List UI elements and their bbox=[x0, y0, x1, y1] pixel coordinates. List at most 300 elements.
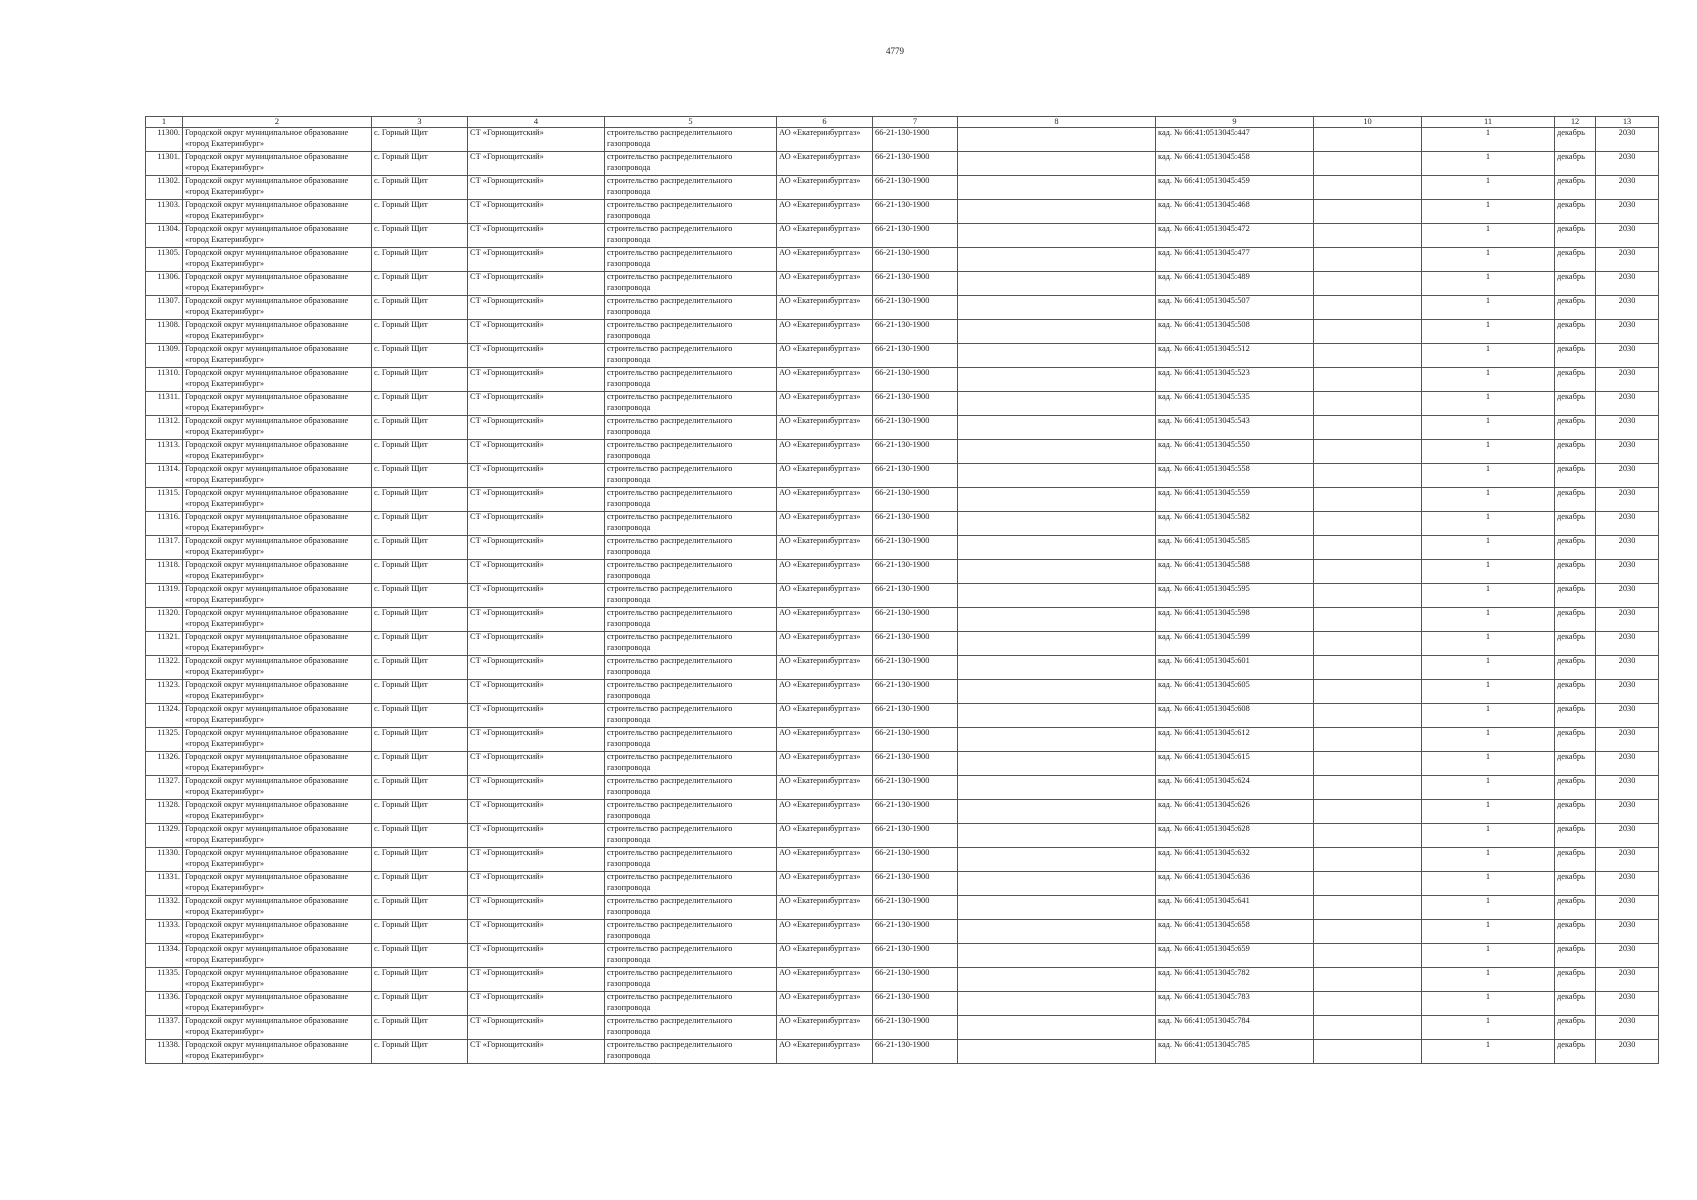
year-cell: 2030 bbox=[1596, 920, 1659, 944]
column-10-cell bbox=[1314, 200, 1422, 224]
year-cell: 2030 bbox=[1596, 272, 1659, 296]
column-10-cell bbox=[1314, 1040, 1422, 1064]
year-cell: 2030 bbox=[1596, 752, 1659, 776]
work-description-cell: строительство распределительного газопровода bbox=[605, 152, 777, 176]
column-8-cell bbox=[958, 968, 1156, 992]
work-description-cell: строительство распределительного газопровода bbox=[605, 896, 777, 920]
cadastral-number-cell: кад. № 66:41:0513045:615 bbox=[1156, 752, 1314, 776]
organization-cell: АО «Екатеринбурггаз» bbox=[777, 752, 873, 776]
cadastral-number-cell: кад. № 66:41:0513045:783 bbox=[1156, 992, 1314, 1016]
column-header: 13 bbox=[1596, 117, 1659, 128]
municipality-cell: Городской округ муниципальное образование «город Екатеринбург» bbox=[183, 728, 372, 752]
quantity-cell: 1 bbox=[1422, 632, 1555, 656]
month-cell: декабрь bbox=[1555, 1016, 1596, 1040]
month-cell: декабрь bbox=[1555, 536, 1596, 560]
row-number-cell: 11315. bbox=[146, 488, 183, 512]
month-cell: декабрь bbox=[1555, 944, 1596, 968]
municipality-cell: Городской округ муниципальное образование «город Екатеринбург» bbox=[183, 416, 372, 440]
cadastral-number-cell: кад. № 66:41:0513045:459 bbox=[1156, 176, 1314, 200]
column-10-cell bbox=[1314, 392, 1422, 416]
territory-cell: СТ «Горнощитский» bbox=[468, 584, 605, 608]
organization-cell: АО «Екатеринбурггаз» bbox=[777, 776, 873, 800]
municipality-cell: Городской округ муниципальное образование «город Екатеринбург» bbox=[183, 536, 372, 560]
month-cell: декабрь bbox=[1555, 128, 1596, 152]
year-cell: 2030 bbox=[1596, 560, 1659, 584]
work-description-cell: строительство распределительного газопровода bbox=[605, 416, 777, 440]
locality-cell: с. Горный Щит bbox=[372, 536, 468, 560]
code-cell: 66-21-130-1900 bbox=[873, 944, 958, 968]
locality-cell: с. Горный Щит bbox=[372, 560, 468, 584]
year-cell: 2030 bbox=[1596, 344, 1659, 368]
work-description-cell: строительство распределительного газопровода bbox=[605, 872, 777, 896]
work-description-cell: строительство распределительного газопровода bbox=[605, 560, 777, 584]
column-10-cell bbox=[1314, 344, 1422, 368]
row-number-cell: 11334. bbox=[146, 944, 183, 968]
year-cell: 2030 bbox=[1596, 1016, 1659, 1040]
table-row bbox=[146, 416, 1659, 440]
territory-cell: СТ «Горнощитский» bbox=[468, 680, 605, 704]
month-cell: декабрь bbox=[1555, 440, 1596, 464]
page-number: 4779 bbox=[886, 46, 904, 56]
column-8-cell bbox=[958, 704, 1156, 728]
row-number-cell: 11324. bbox=[146, 704, 183, 728]
cadastral-number-cell: кад. № 66:41:0513045:543 bbox=[1156, 416, 1314, 440]
year-cell: 2030 bbox=[1596, 944, 1659, 968]
quantity-cell: 1 bbox=[1422, 128, 1555, 152]
locality-cell: с. Горный Щит bbox=[372, 896, 468, 920]
work-description-cell: строительство распределительного газопровода bbox=[605, 344, 777, 368]
month-cell: декабрь bbox=[1555, 512, 1596, 536]
month-cell: декабрь bbox=[1555, 296, 1596, 320]
row-number-cell: 11308. bbox=[146, 320, 183, 344]
table-row bbox=[146, 272, 1659, 296]
work-description-cell: строительство распределительного газопровода bbox=[605, 728, 777, 752]
table-row bbox=[146, 872, 1659, 896]
column-8-cell bbox=[958, 632, 1156, 656]
column-10-cell bbox=[1314, 560, 1422, 584]
locality-cell: с. Горный Щит bbox=[372, 248, 468, 272]
territory-cell: СТ «Горнощитский» bbox=[468, 1040, 605, 1064]
column-header: 9 bbox=[1156, 117, 1314, 128]
organization-cell: АО «Екатеринбурггаз» bbox=[777, 704, 873, 728]
month-cell: декабрь bbox=[1555, 608, 1596, 632]
table-row bbox=[146, 656, 1659, 680]
year-cell: 2030 bbox=[1596, 584, 1659, 608]
municipality-cell: Городской округ муниципальное образование «город Екатеринбург» bbox=[183, 680, 372, 704]
municipality-cell: Городской округ муниципальное образование «город Екатеринбург» bbox=[183, 752, 372, 776]
row-number-cell: 11306. bbox=[146, 272, 183, 296]
work-description-cell: строительство распределительного газопровода bbox=[605, 464, 777, 488]
month-cell: декабрь bbox=[1555, 176, 1596, 200]
year-cell: 2030 bbox=[1596, 824, 1659, 848]
column-10-cell bbox=[1314, 608, 1422, 632]
column-8-cell bbox=[958, 512, 1156, 536]
column-8-cell bbox=[958, 392, 1156, 416]
row-number-cell: 11317. bbox=[146, 536, 183, 560]
municipality-cell: Городской округ муниципальное образование «город Екатеринбург» bbox=[183, 896, 372, 920]
work-description-cell: строительство распределительного газопровода bbox=[605, 920, 777, 944]
locality-cell: с. Горный Щит bbox=[372, 728, 468, 752]
code-cell: 66-21-130-1900 bbox=[873, 128, 958, 152]
organization-cell: АО «Екатеринбурггаз» bbox=[777, 320, 873, 344]
column-8-cell bbox=[958, 224, 1156, 248]
territory-cell: СТ «Горнощитский» bbox=[468, 608, 605, 632]
month-cell: декабрь bbox=[1555, 680, 1596, 704]
month-cell: декабрь bbox=[1555, 344, 1596, 368]
month-cell: декабрь bbox=[1555, 752, 1596, 776]
column-8-cell bbox=[958, 152, 1156, 176]
quantity-cell: 1 bbox=[1422, 608, 1555, 632]
municipality-cell: Городской округ муниципальное образование «город Екатеринбург» bbox=[183, 992, 372, 1016]
column-8-cell bbox=[958, 248, 1156, 272]
year-cell: 2030 bbox=[1596, 416, 1659, 440]
cadastral-number-cell: кад. № 66:41:0513045:785 bbox=[1156, 1040, 1314, 1064]
code-cell: 66-21-130-1900 bbox=[873, 512, 958, 536]
table-row bbox=[146, 440, 1659, 464]
municipality-cell: Городской округ муниципальное образование «город Екатеринбург» bbox=[183, 248, 372, 272]
column-10-cell bbox=[1314, 416, 1422, 440]
code-cell: 66-21-130-1900 bbox=[873, 248, 958, 272]
table-row bbox=[146, 608, 1659, 632]
month-cell: декабрь bbox=[1555, 560, 1596, 584]
locality-cell: с. Горный Щит bbox=[372, 416, 468, 440]
row-number-cell: 11338. bbox=[146, 1040, 183, 1064]
column-8-cell bbox=[958, 896, 1156, 920]
locality-cell: с. Горный Щит bbox=[372, 704, 468, 728]
cadastral-number-cell: кад. № 66:41:0513045:784 bbox=[1156, 1016, 1314, 1040]
column-8-cell bbox=[958, 920, 1156, 944]
table-row bbox=[146, 464, 1659, 488]
locality-cell: с. Горный Щит bbox=[372, 488, 468, 512]
work-description-cell: строительство распределительного газопровода bbox=[605, 656, 777, 680]
code-cell: 66-21-130-1900 bbox=[873, 296, 958, 320]
municipality-cell: Городской округ муниципальное образование «город Екатеринбург» bbox=[183, 224, 372, 248]
work-description-cell: строительство распределительного газопровода bbox=[605, 272, 777, 296]
work-description-cell: строительство распределительного газопровода bbox=[605, 1016, 777, 1040]
quantity-cell: 1 bbox=[1422, 704, 1555, 728]
cadastral-number-cell: кад. № 66:41:0513045:626 bbox=[1156, 800, 1314, 824]
locality-cell: с. Горный Щит bbox=[372, 392, 468, 416]
table-row bbox=[146, 392, 1659, 416]
row-number-cell: 11329. bbox=[146, 824, 183, 848]
municipality-cell: Городской округ муниципальное образование «город Екатеринбург» bbox=[183, 872, 372, 896]
territory-cell: СТ «Горнощитский» bbox=[468, 944, 605, 968]
work-description-cell: строительство распределительного газопровода bbox=[605, 584, 777, 608]
municipality-cell: Городской округ муниципальное образование «город Екатеринбург» bbox=[183, 1040, 372, 1064]
column-10-cell bbox=[1314, 512, 1422, 536]
column-8-cell bbox=[958, 488, 1156, 512]
code-cell: 66-21-130-1900 bbox=[873, 224, 958, 248]
territory-cell: СТ «Горнощитский» bbox=[468, 464, 605, 488]
organization-cell: АО «Екатеринбурггаз» bbox=[777, 1016, 873, 1040]
locality-cell: с. Горный Щит bbox=[372, 344, 468, 368]
column-10-cell bbox=[1314, 584, 1422, 608]
organization-cell: АО «Екатеринбурггаз» bbox=[777, 632, 873, 656]
code-cell: 66-21-130-1900 bbox=[873, 968, 958, 992]
table-row bbox=[146, 152, 1659, 176]
column-10-cell bbox=[1314, 248, 1422, 272]
quantity-cell: 1 bbox=[1422, 368, 1555, 392]
column-10-cell bbox=[1314, 440, 1422, 464]
month-cell: декабрь bbox=[1555, 776, 1596, 800]
column-10-cell bbox=[1314, 296, 1422, 320]
month-cell: декабрь bbox=[1555, 272, 1596, 296]
column-10-cell bbox=[1314, 368, 1422, 392]
column-10-cell bbox=[1314, 752, 1422, 776]
municipality-cell: Городской округ муниципальное образование «город Екатеринбург» bbox=[183, 944, 372, 968]
locality-cell: с. Горный Щит bbox=[372, 752, 468, 776]
year-cell: 2030 bbox=[1596, 128, 1659, 152]
municipality-cell: Городской округ муниципальное образование «город Екатеринбург» bbox=[183, 656, 372, 680]
column-10-cell bbox=[1314, 824, 1422, 848]
municipality-cell: Городской округ муниципальное образование «город Екатеринбург» bbox=[183, 800, 372, 824]
year-cell: 2030 bbox=[1596, 680, 1659, 704]
table-row bbox=[146, 536, 1659, 560]
column-10-cell bbox=[1314, 872, 1422, 896]
year-cell: 2030 bbox=[1596, 896, 1659, 920]
quantity-cell: 1 bbox=[1422, 464, 1555, 488]
year-cell: 2030 bbox=[1596, 632, 1659, 656]
work-description-cell: строительство распределительного газопровода bbox=[605, 320, 777, 344]
work-description-cell: строительство распределительного газопровода bbox=[605, 176, 777, 200]
code-cell: 66-21-130-1900 bbox=[873, 368, 958, 392]
work-description-cell: строительство распределительного газопровода bbox=[605, 440, 777, 464]
municipality-cell: Городской округ муниципальное образование «город Екатеринбург» bbox=[183, 320, 372, 344]
quantity-cell: 1 bbox=[1422, 776, 1555, 800]
work-description-cell: строительство распределительного газопровода bbox=[605, 824, 777, 848]
column-10-cell bbox=[1314, 848, 1422, 872]
municipality-cell: Городской округ муниципальное образование «город Екатеринбург» bbox=[183, 848, 372, 872]
year-cell: 2030 bbox=[1596, 296, 1659, 320]
table-row bbox=[146, 320, 1659, 344]
quantity-cell: 1 bbox=[1422, 392, 1555, 416]
row-number-cell: 11309. bbox=[146, 344, 183, 368]
territory-cell: СТ «Горнощитский» bbox=[468, 488, 605, 512]
column-8-cell bbox=[958, 416, 1156, 440]
cadastral-number-cell: кад. № 66:41:0513045:599 bbox=[1156, 632, 1314, 656]
column-header: 11 bbox=[1422, 117, 1555, 128]
year-cell: 2030 bbox=[1596, 440, 1659, 464]
quantity-cell: 1 bbox=[1422, 416, 1555, 440]
year-cell: 2030 bbox=[1596, 248, 1659, 272]
locality-cell: с. Горный Щит bbox=[372, 584, 468, 608]
month-cell: декабрь bbox=[1555, 896, 1596, 920]
territory-cell: СТ «Горнощитский» bbox=[468, 296, 605, 320]
territory-cell: СТ «Горнощитский» bbox=[468, 656, 605, 680]
cadastral-number-cell: кад. № 66:41:0513045:458 bbox=[1156, 152, 1314, 176]
organization-cell: АО «Екатеринбурггаз» bbox=[777, 584, 873, 608]
municipality-cell: Городской округ муниципальное образование «город Екатеринбург» bbox=[183, 920, 372, 944]
row-number-cell: 11327. bbox=[146, 776, 183, 800]
month-cell: декабрь bbox=[1555, 152, 1596, 176]
row-number-cell: 11332. bbox=[146, 896, 183, 920]
quantity-cell: 1 bbox=[1422, 440, 1555, 464]
territory-cell: СТ «Горнощитский» bbox=[468, 248, 605, 272]
table-row bbox=[146, 848, 1659, 872]
quantity-cell: 1 bbox=[1422, 488, 1555, 512]
row-number-cell: 11304. bbox=[146, 224, 183, 248]
column-8-cell bbox=[958, 368, 1156, 392]
row-number-cell: 11322. bbox=[146, 656, 183, 680]
month-cell: декабрь bbox=[1555, 968, 1596, 992]
row-number-cell: 11337. bbox=[146, 1016, 183, 1040]
column-10-cell bbox=[1314, 992, 1422, 1016]
column-8-cell bbox=[958, 176, 1156, 200]
organization-cell: АО «Екатеринбурггаз» bbox=[777, 488, 873, 512]
code-cell: 66-21-130-1900 bbox=[873, 680, 958, 704]
column-8-cell bbox=[958, 440, 1156, 464]
table-row bbox=[146, 368, 1659, 392]
table-row bbox=[146, 752, 1659, 776]
work-description-cell: строительство распределительного газопровода bbox=[605, 704, 777, 728]
work-description-cell: строительство распределительного газопровода bbox=[605, 368, 777, 392]
year-cell: 2030 bbox=[1596, 176, 1659, 200]
cadastral-number-cell: кад. № 66:41:0513045:558 bbox=[1156, 464, 1314, 488]
municipality-cell: Городской округ муниципальное образование «город Екатеринбург» bbox=[183, 296, 372, 320]
organization-cell: АО «Екатеринбурггаз» bbox=[777, 368, 873, 392]
work-description-cell: строительство распределительного газопровода bbox=[605, 392, 777, 416]
cadastral-number-cell: кад. № 66:41:0513045:628 bbox=[1156, 824, 1314, 848]
cadastral-number-cell: кад. № 66:41:0513045:612 bbox=[1156, 728, 1314, 752]
territory-cell: СТ «Горнощитский» bbox=[468, 704, 605, 728]
work-description-cell: строительство распределительного газопровода bbox=[605, 248, 777, 272]
work-description-cell: строительство распределительного газопровода bbox=[605, 848, 777, 872]
work-description-cell: строительство распределительного газопровода bbox=[605, 536, 777, 560]
table-row bbox=[146, 800, 1659, 824]
column-header: 6 bbox=[777, 117, 873, 128]
territory-cell: СТ «Горнощитский» bbox=[468, 224, 605, 248]
organization-cell: АО «Екатеринбурггаз» bbox=[777, 536, 873, 560]
territory-cell: СТ «Горнощитский» bbox=[468, 512, 605, 536]
organization-cell: АО «Екатеринбурггаз» bbox=[777, 392, 873, 416]
quantity-cell: 1 bbox=[1422, 680, 1555, 704]
work-description-cell: строительство распределительного газопровода bbox=[605, 296, 777, 320]
cadastral-number-cell: кад. № 66:41:0513045:641 bbox=[1156, 896, 1314, 920]
locality-cell: с. Горный Щит bbox=[372, 1016, 468, 1040]
column-10-cell bbox=[1314, 968, 1422, 992]
row-number-cell: 11330. bbox=[146, 848, 183, 872]
organization-cell: АО «Екатеринбурггаз» bbox=[777, 176, 873, 200]
work-description-cell: строительство распределительного газопровода bbox=[605, 992, 777, 1016]
locality-cell: с. Горный Щит bbox=[372, 776, 468, 800]
row-number-cell: 11331. bbox=[146, 872, 183, 896]
column-8-cell bbox=[958, 320, 1156, 344]
municipality-cell: Городской округ муниципальное образование «город Екатеринбург» bbox=[183, 512, 372, 536]
cadastral-number-cell: кад. № 66:41:0513045:489 bbox=[1156, 272, 1314, 296]
quantity-cell: 1 bbox=[1422, 824, 1555, 848]
work-description-cell: строительство распределительного газопровода bbox=[605, 608, 777, 632]
year-cell: 2030 bbox=[1596, 368, 1659, 392]
table-row bbox=[146, 704, 1659, 728]
column-10-cell bbox=[1314, 728, 1422, 752]
row-number-cell: 11313. bbox=[146, 440, 183, 464]
month-cell: декабрь bbox=[1555, 824, 1596, 848]
locality-cell: с. Горный Щит bbox=[372, 800, 468, 824]
work-description-cell: строительство распределительного газопровода bbox=[605, 632, 777, 656]
work-description-cell: строительство распределительного газопровода bbox=[605, 968, 777, 992]
locality-cell: с. Горный Щит bbox=[372, 920, 468, 944]
table-row bbox=[146, 488, 1659, 512]
column-header: 3 bbox=[372, 117, 468, 128]
cadastral-number-cell: кад. № 66:41:0513045:447 bbox=[1156, 128, 1314, 152]
municipality-cell: Городской округ муниципальное образование «город Екатеринбург» bbox=[183, 584, 372, 608]
locality-cell: с. Горный Щит bbox=[372, 848, 468, 872]
quantity-cell: 1 bbox=[1422, 656, 1555, 680]
column-10-cell bbox=[1314, 800, 1422, 824]
column-header: 12 bbox=[1555, 117, 1596, 128]
column-8-cell bbox=[958, 824, 1156, 848]
code-cell: 66-21-130-1900 bbox=[873, 608, 958, 632]
code-cell: 66-21-130-1900 bbox=[873, 1016, 958, 1040]
month-cell: декабрь bbox=[1555, 416, 1596, 440]
column-8-cell bbox=[958, 296, 1156, 320]
table-row bbox=[146, 992, 1659, 1016]
municipality-cell: Городской округ муниципальное образование «город Екатеринбург» bbox=[183, 272, 372, 296]
work-description-cell: строительство распределительного газопровода bbox=[605, 512, 777, 536]
code-cell: 66-21-130-1900 bbox=[873, 656, 958, 680]
code-cell: 66-21-130-1900 bbox=[873, 584, 958, 608]
year-cell: 2030 bbox=[1596, 1040, 1659, 1064]
column-8-cell bbox=[958, 680, 1156, 704]
locality-cell: с. Горный Щит bbox=[372, 824, 468, 848]
territory-cell: СТ «Горнощитский» bbox=[468, 392, 605, 416]
cadastral-number-cell: кад. № 66:41:0513045:468 bbox=[1156, 200, 1314, 224]
month-cell: декабрь bbox=[1555, 200, 1596, 224]
code-cell: 66-21-130-1900 bbox=[873, 872, 958, 896]
column-header: 10 bbox=[1314, 117, 1422, 128]
quantity-cell: 1 bbox=[1422, 344, 1555, 368]
quantity-cell: 1 bbox=[1422, 272, 1555, 296]
column-8-cell bbox=[958, 872, 1156, 896]
organization-cell: АО «Екатеринбурггаз» bbox=[777, 440, 873, 464]
territory-cell: СТ «Горнощитский» bbox=[468, 776, 605, 800]
table-row bbox=[146, 896, 1659, 920]
organization-cell: АО «Екатеринбурггаз» bbox=[777, 344, 873, 368]
locality-cell: с. Горный Щит bbox=[372, 1040, 468, 1064]
table-row bbox=[146, 776, 1659, 800]
column-10-cell bbox=[1314, 680, 1422, 704]
column-8-cell bbox=[958, 944, 1156, 968]
month-cell: декабрь bbox=[1555, 872, 1596, 896]
locality-cell: с. Горный Щит bbox=[372, 608, 468, 632]
month-cell: декабрь bbox=[1555, 320, 1596, 344]
quantity-cell: 1 bbox=[1422, 1040, 1555, 1064]
territory-cell: СТ «Горнощитский» bbox=[468, 176, 605, 200]
column-8-cell bbox=[958, 800, 1156, 824]
column-10-cell bbox=[1314, 128, 1422, 152]
locality-cell: с. Горный Щит bbox=[372, 464, 468, 488]
quantity-cell: 1 bbox=[1422, 176, 1555, 200]
column-10-cell bbox=[1314, 464, 1422, 488]
cadastral-number-cell: кад. № 66:41:0513045:659 bbox=[1156, 944, 1314, 968]
municipality-cell: Городской округ муниципальное образование «город Екатеринбург» bbox=[183, 440, 372, 464]
locality-cell: с. Горный Щит bbox=[372, 296, 468, 320]
column-8-cell bbox=[958, 992, 1156, 1016]
month-cell: декабрь bbox=[1555, 992, 1596, 1016]
column-header: 1 bbox=[146, 117, 183, 128]
year-cell: 2030 bbox=[1596, 200, 1659, 224]
code-cell: 66-21-130-1900 bbox=[873, 824, 958, 848]
row-number-cell: 11335. bbox=[146, 968, 183, 992]
locality-cell: с. Горный Щит bbox=[372, 968, 468, 992]
organization-cell: АО «Екатеринбурггаз» bbox=[777, 656, 873, 680]
cadastral-number-cell: кад. № 66:41:0513045:507 bbox=[1156, 296, 1314, 320]
territory-cell: СТ «Горнощитский» bbox=[468, 200, 605, 224]
territory-cell: СТ «Горнощитский» bbox=[468, 416, 605, 440]
column-8-cell bbox=[958, 344, 1156, 368]
locality-cell: с. Горный Щит bbox=[372, 680, 468, 704]
code-cell: 66-21-130-1900 bbox=[873, 1040, 958, 1064]
